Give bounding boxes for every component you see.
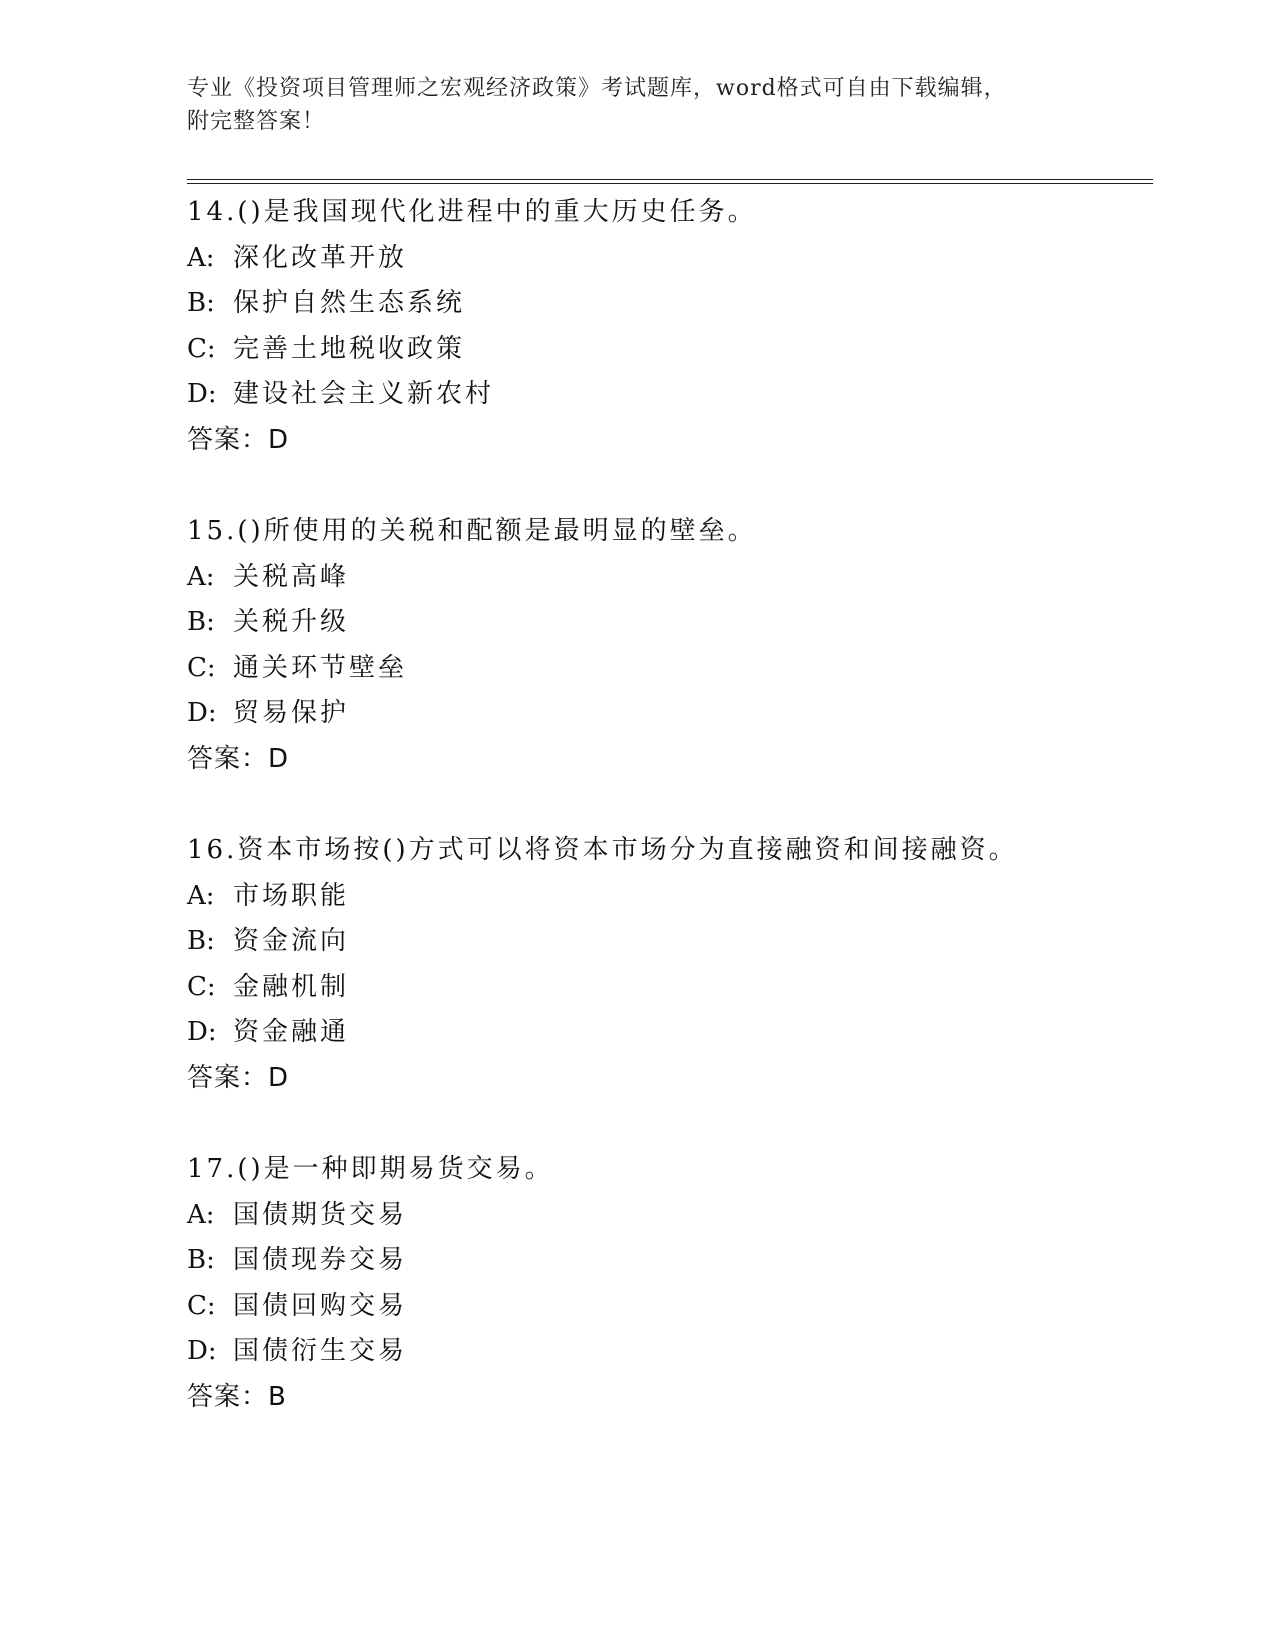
option-d <box>187 1010 1187 1056</box>
option-text: 关税升级 <box>233 607 350 637</box>
option-a <box>187 236 1187 282</box>
option-text: 贸易保护 <box>233 698 350 728</box>
option-text: 资金流向 <box>233 926 350 956</box>
option-letter: B: <box>187 926 215 956</box>
option-letter: C: <box>187 1290 216 1321</box>
header-divider-bottom <box>187 183 1153 184</box>
option-b <box>187 1238 1187 1284</box>
option-text: 建设社会主义新农村 <box>233 379 495 409</box>
header-line-2: 附完整答案！ <box>187 109 326 134</box>
answer-line <box>187 1375 1187 1421</box>
option-text: 保护自然生态系统 <box>233 288 466 318</box>
option-letter: D: <box>187 698 217 728</box>
option-letter: B: <box>187 607 215 637</box>
option-letter: C: <box>187 652 216 683</box>
option-letter: C: <box>187 971 216 1002</box>
question-stem: 15.()所使用的关税和配额是最明显的壁垒。 <box>187 516 757 546</box>
answer-label: 答案： <box>187 1062 269 1093</box>
question-16 <box>187 828 1187 1101</box>
option-b <box>187 281 1187 327</box>
answer-line <box>187 418 1187 464</box>
option-d <box>187 1329 1187 1375</box>
option-text: 金融机制 <box>233 971 350 1002</box>
option-letter: D: <box>187 1017 217 1047</box>
question-stem: 14.()是我国现代化进程中的重大历史任务。 <box>187 197 757 227</box>
answer-value: D <box>268 743 289 774</box>
option-letter: B: <box>187 1245 215 1275</box>
option-letter: C: <box>187 333 216 364</box>
option-text: 国债期货交易 <box>233 1199 408 1230</box>
answer-label: 答案： <box>187 743 269 774</box>
option-letter: D: <box>187 1336 217 1366</box>
question-stem: 16.资本市场按()方式可以将资本市场分为直接融资和间接融资。 <box>187 835 1018 865</box>
answer-line <box>187 1056 1187 1102</box>
option-d <box>187 372 1187 418</box>
option-text: 国债衍生交易 <box>233 1336 408 1366</box>
option-letter: D: <box>187 379 217 409</box>
answer-value: B <box>268 1381 286 1412</box>
answer-label: 答案： <box>187 1381 269 1412</box>
option-letter: A: <box>187 242 215 273</box>
option-c <box>187 965 1187 1011</box>
question-15 <box>187 509 1187 782</box>
option-text: 资金融通 <box>233 1017 350 1047</box>
option-a <box>187 1193 1187 1239</box>
option-letter: B: <box>187 288 215 318</box>
answer-value: D <box>268 1062 289 1093</box>
option-letter: A: <box>187 880 215 911</box>
option-text: 市场职能 <box>233 880 350 911</box>
option-a <box>187 555 1187 601</box>
option-c <box>187 327 1187 373</box>
option-b <box>187 600 1187 646</box>
option-d <box>187 691 1187 737</box>
header-line-1: 专业《投资项目管理师之宏观经济政策》考试题库，word格式可自由下载编辑， <box>187 76 1007 101</box>
option-c <box>187 1284 1187 1330</box>
option-text: 通关环节壁垒 <box>233 652 408 683</box>
question-14 <box>187 190 1187 463</box>
answer-line <box>187 737 1187 783</box>
question-stem: 17.()是一种即期易货交易。 <box>187 1154 554 1184</box>
option-a <box>187 874 1187 920</box>
answer-label: 答案： <box>187 424 269 455</box>
option-text: 完善土地税收政策 <box>233 333 466 364</box>
answer-value: D <box>268 424 289 455</box>
option-letter: A: <box>187 561 215 592</box>
document-header <box>187 72 1087 138</box>
question-17 <box>187 1147 1187 1420</box>
option-c <box>187 646 1187 692</box>
option-text: 关税高峰 <box>233 561 350 592</box>
header-divider-top <box>187 179 1153 180</box>
option-text: 国债现券交易 <box>233 1245 408 1275</box>
option-b <box>187 919 1187 965</box>
option-text: 深化改革开放 <box>233 242 408 273</box>
option-letter: A: <box>187 1199 215 1230</box>
option-text: 国债回购交易 <box>233 1290 408 1321</box>
